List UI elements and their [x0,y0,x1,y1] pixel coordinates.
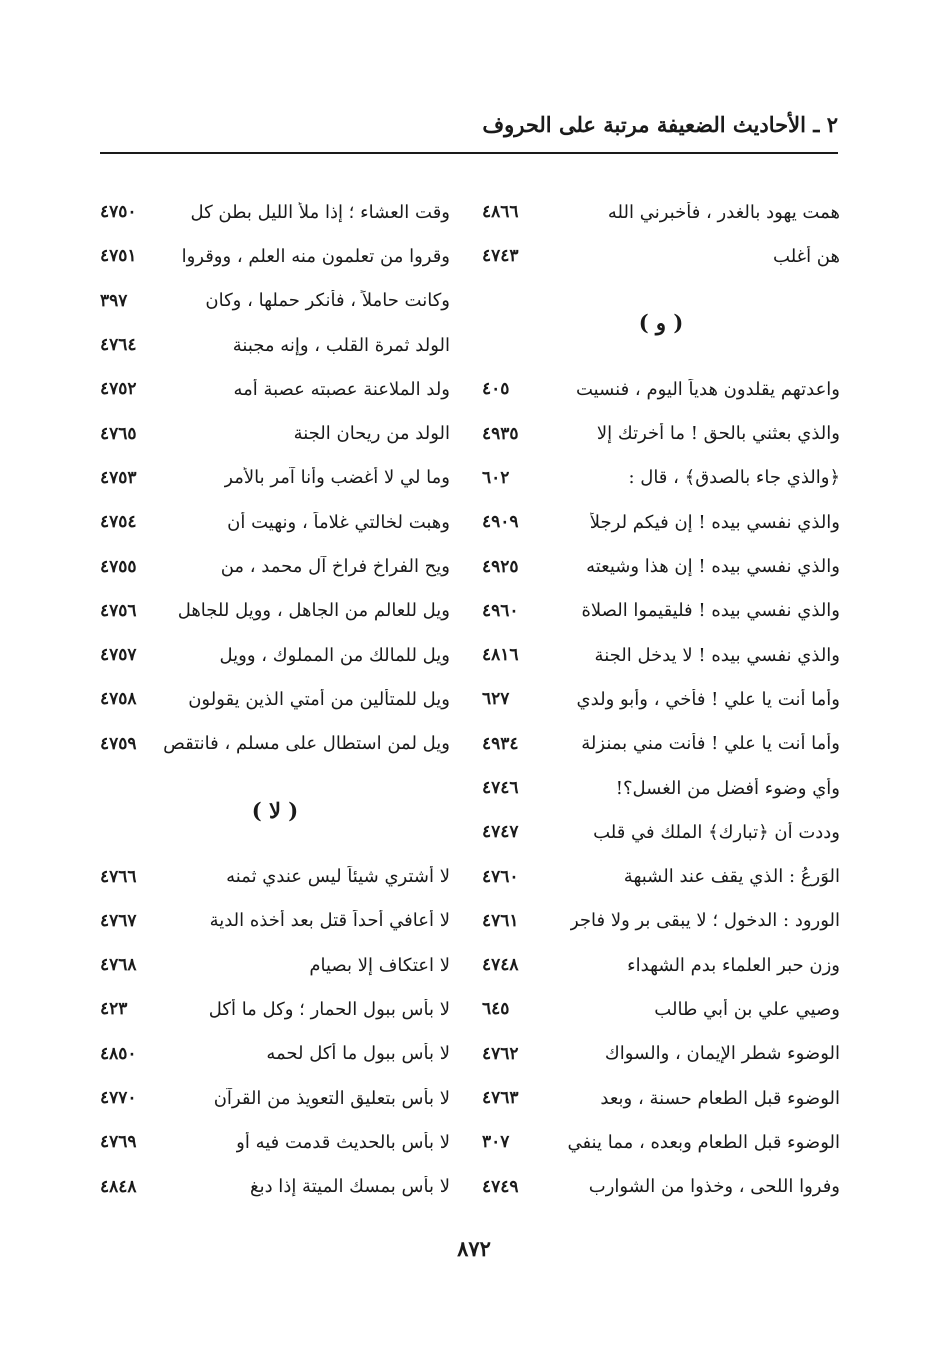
entry-text: ويل للمتألين من أمتي الذين يقولون [188,688,450,710]
entry-number: ٤٧٦٧ [100,910,137,931]
entry-text: لا أعافي أحداً قتل بعد أخذه الدية [209,910,450,932]
index-entry [100,1120,450,1164]
entry-text: وفروا اللحى ، وخذوا من الشوارب [588,1176,840,1198]
index-entry [482,1120,840,1164]
index-entry [482,854,840,898]
entry-text: وأما أنت يا علي ! فأنت مني بمنزلة [581,733,840,755]
index-entry [100,677,450,721]
index-entry [482,456,840,500]
index-entry [482,633,840,677]
entry-text: والذي نفسي بيده ! لا يدخل الجنة [594,644,840,666]
entry-number: ٤٧٤٨ [482,955,519,976]
entry-text: وددت أن ﴿تبارك﴾ الملك في قلب [593,821,840,843]
page-number: ٨٧٢ [457,1236,491,1261]
entry-text: لا بأس بتعليق التعويذ من القرآن [213,1087,450,1109]
entry-number: ٤٩٦٠ [482,600,519,621]
entry-text: ويل لمن استطال على مسلم ، فانتقص [163,733,450,755]
index-column-left [100,190,450,1209]
index-entry [100,1032,450,1076]
index-entry [482,1076,840,1120]
entry-number: ٤٧٥٣ [100,467,137,488]
entry-number: ٤٧٤٧ [482,822,519,843]
entry-text: لا أشتري شيئاً ليس عندي ثمنه [226,866,450,888]
entry-text: والذي نفسي بيده ! إن هذا وشيعته [586,556,840,578]
index-entry [482,722,840,766]
entry-text: ويح الفراخ فراخ آل محمد ، من [220,556,450,578]
entry-text: الورود : الدخول ؛ لا يبقى بر ولا فاجر [569,910,840,932]
index-entry [482,766,840,810]
entry-number: ٤٠٥ [482,379,510,400]
entry-number: ٤٧٦٦ [100,866,137,887]
entry-text: لا بأس ببول الحمار ؛ وكل ما أكل [208,998,450,1020]
index-entry [482,677,840,721]
index-entry [100,1165,450,1209]
entry-number: ٤٧٧٠ [100,1088,137,1109]
entry-text: الوضوء قبل الطعام حسنة ، وبعد [600,1087,840,1109]
entry-text: لا بأس بالحديث قدمت فيه أو [236,1131,450,1153]
entry-number: ٤٧٦٨ [100,955,137,976]
entry-number: ٤٧٦٢ [482,1043,519,1064]
entry-text: واعدتهم يقلدون هدياً اليوم ، فنسيت [575,378,840,400]
index-entry [482,899,840,943]
entry-number: ٤٧٥٧ [100,645,137,666]
entry-number: ٤٧٦٥ [100,423,137,444]
entry-number: ٣٩٧ [100,290,128,311]
entry-number: ٣٠٧ [482,1132,510,1153]
entry-number: ٤٧٤٣ [482,246,519,267]
entry-number: ٤٧٦٤ [100,335,137,356]
entry-text: وهبت لخالتي غلاماً ، ونهيت أن [227,511,450,533]
entry-text: وقروا من تعلمون منه العلم ، ووقروا [181,245,450,267]
entry-number: ٤٧٤٦ [482,778,519,798]
entry-text: همت يهود بالغدر ، فأخبرني الله [607,201,840,223]
entry-number: ٤٧٦١ [482,910,519,931]
page-title: ٢ ـ الأحاديث الضعيفة مرتبة على الحروف [482,112,838,137]
entry-number: ٤٩٢٥ [482,556,519,577]
index-column-right [482,190,840,1209]
entry-number: ٤٧٦٣ [482,1088,519,1109]
entry-number: ٤٩٣٥ [482,423,519,444]
entry-text: والذي نفسي بيده ! إن فيكم لرجلاً [589,511,840,533]
index-entry [482,589,840,633]
index-entry [100,589,450,633]
entry-text: ولد الملاعنة عصبته عصبة أمه [233,378,450,400]
entry-number: ٤٢٣ [100,999,128,1020]
index-entry [100,411,450,455]
entry-number: ٤٧٥١ [100,246,137,267]
index-entry [482,234,840,278]
index-entry [482,1165,840,1209]
index-entry [100,854,450,898]
entry-text: وصيي علي بن أبي طالب [654,998,840,1020]
index-entry [100,323,450,367]
entry-number: ٤٨٤٨ [100,1176,137,1197]
index-entry [100,544,450,588]
index-entry [100,456,450,500]
entry-number: ٤٧٥٩ [100,733,137,754]
entry-text: الوضوء قبل الطعام وبعده ، مما ينفي [567,1131,840,1153]
entry-number: ٤٧٥٨ [100,689,137,710]
entry-number: ٦٠٢ [482,467,510,488]
entry-text: وما لي لا أغضب وأنا آمر بالأمر [224,467,450,489]
index-entry [482,943,840,987]
index-entry [100,234,450,278]
index-entry [100,279,450,323]
entry-number: ٤٧٥٦ [100,600,137,621]
entry-text: وزن حبر العلماء بدم الشهداء [627,954,840,976]
entry-text: لا بأس بمسك الميتة إذا دبغ [249,1176,450,1198]
index-entry [100,943,450,987]
index-entry [482,190,840,234]
entry-text: وأما أنت يا علي ! فأخي ، وأبو ولدي [576,688,840,710]
index-entry [482,987,840,1031]
index-entry [100,633,450,677]
entry-number: ٤٧٥٢ [100,379,137,400]
entry-text: وقت العشاء ؛ إذا ملأ الليل بطن كل [190,201,450,223]
index-entry [482,500,840,544]
index-entry [100,722,450,766]
index-entry [100,190,450,234]
index-entry [482,544,840,588]
index-entry [100,1076,450,1120]
entry-text: هن أغلب [773,245,840,267]
entry-text: وكانت حاملاً ، فأنكر حملها ، وكان [205,290,450,312]
entry-text: لا اعتكاف إلا بصيام [309,954,450,976]
entry-number: ٤٩٣٤ [482,733,519,754]
entry-text: والذي بعثني بالحق ! ما أخرتك إلا [596,423,840,445]
entry-number: ٤٨٦٦ [482,202,519,223]
entry-number: ٤٧٥٠ [100,202,137,223]
index-entry [100,367,450,411]
entry-text: وأي وضوء أفضل من الغسل؟! [615,777,840,799]
index-entry [100,500,450,544]
entry-text: والذي نفسي بيده ! فليقيموا الصلاة [581,600,840,622]
entry-number: ٤٨٥٠ [100,1043,137,1064]
header-rule [100,152,838,154]
section-heading-waw: ( و ) [638,310,684,336]
entry-text: ويل للمالك من المملوك ، وويل [219,644,450,666]
entry-text: ويل للعالم من الجاهل ، وويل للجاهل [177,600,450,622]
index-entry [482,411,840,455]
index-entry [100,987,450,1031]
entry-text: الوضوء شطر الإيمان ، والسواك [604,1043,840,1065]
entry-number: ٤٧٤٩ [482,1176,519,1197]
entry-number: ٤٨١٦ [482,645,519,666]
entry-text: لا بأس ببول ما أكل لحمه [266,1043,450,1065]
entry-text: الولد من ريحان الجنة [293,423,450,445]
index-entry [482,367,840,411]
entry-number: ٦٢٧ [482,689,510,710]
entry-text: ﴿والذي جاء بالصدق﴾ ، قال : [628,467,840,489]
index-entry [482,810,840,854]
entry-number: ٤٧٦٩ [100,1132,137,1153]
entry-number: ٤٧٦٠ [482,866,519,887]
entry-text: الولد ثمرة القلب ، وإنه مجبنة [232,334,450,356]
entry-number: ٤٩٠٩ [482,512,519,533]
entry-number: ٦٤٥ [482,999,510,1020]
index-entry [482,1032,840,1076]
index-entry [100,899,450,943]
entry-text: الوَرِعُ : الذي يقف عند الشبهة [623,866,840,888]
section-heading-la: ( لا ) [251,797,299,823]
entry-number: ٤٧٥٥ [100,556,137,577]
entry-number: ٤٧٥٤ [100,512,137,533]
